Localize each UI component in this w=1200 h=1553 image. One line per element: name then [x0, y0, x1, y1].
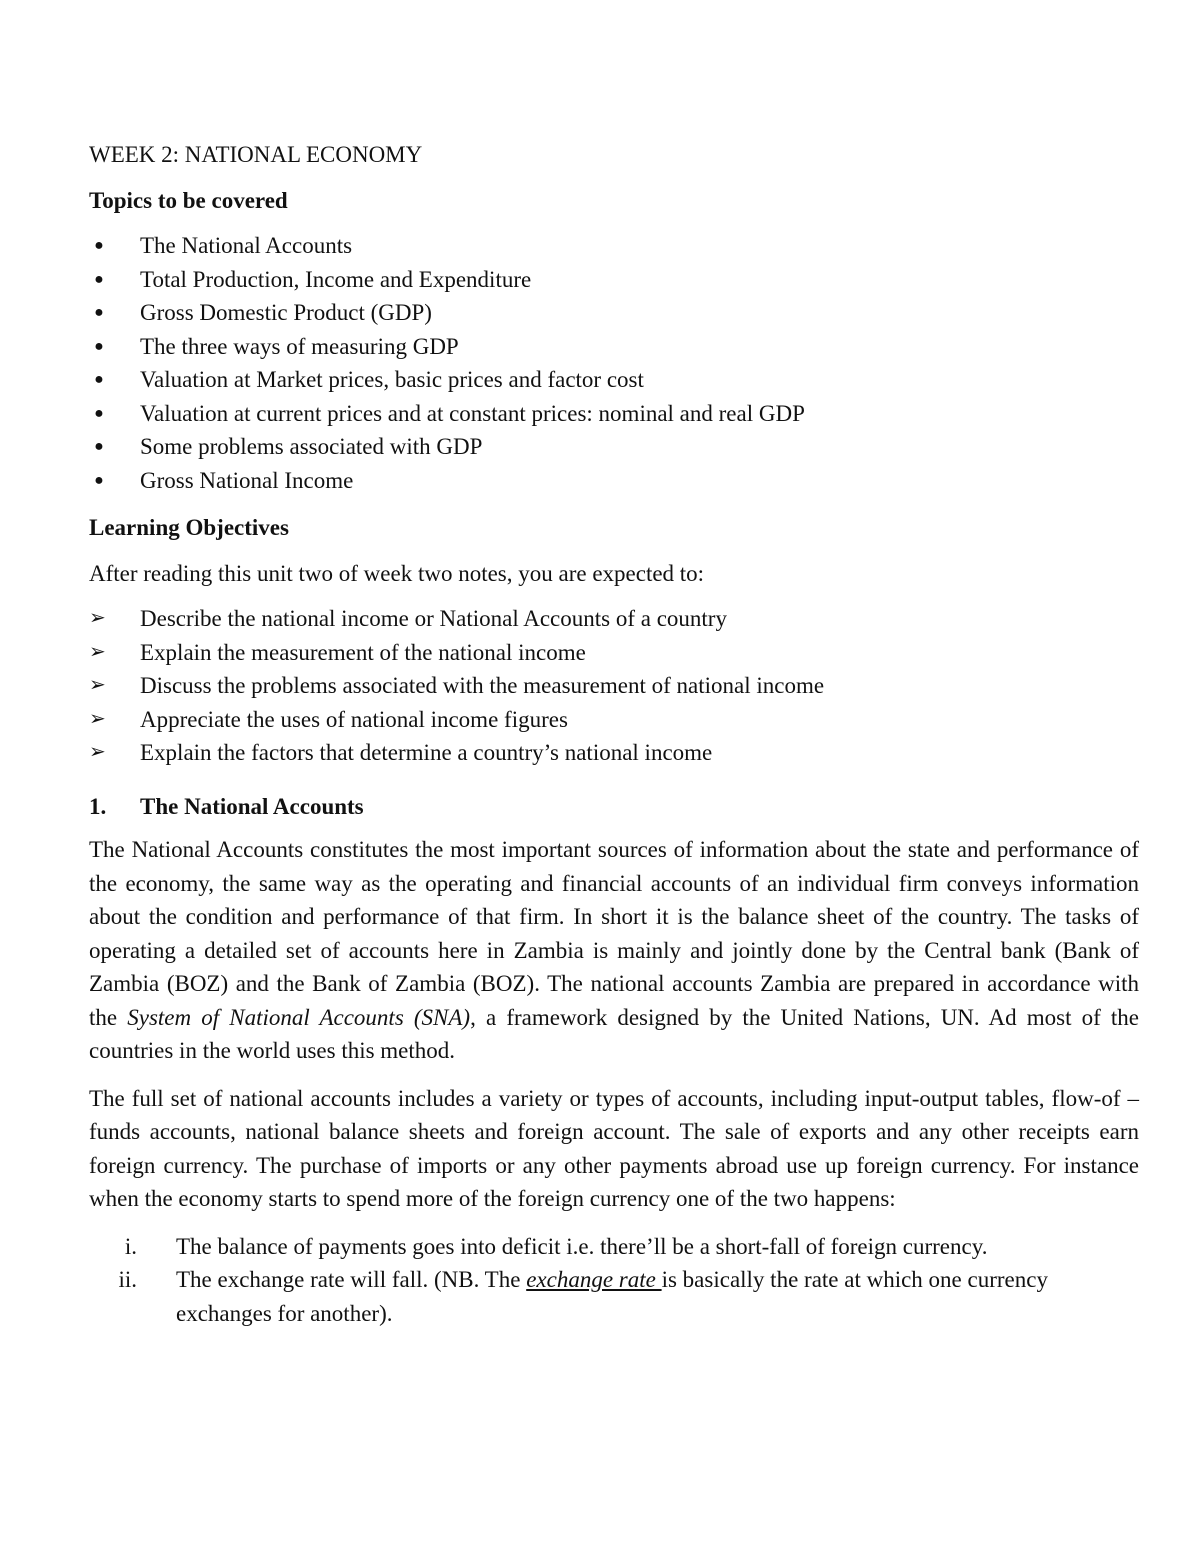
list-marker: ii.: [118, 1267, 137, 1292]
arrow-bullet-icon: ➢: [89, 707, 106, 730]
bullet-dot-icon: ●: [94, 438, 104, 455]
list-item: [89, 736, 1139, 770]
arrow-bullet-icon: ➢: [89, 674, 106, 696]
list-item: [89, 602, 1139, 636]
document-page: [89, 138, 1139, 1330]
arrow-bullet-icon: ➢: [89, 640, 106, 663]
list-text-b: is basically the rate at which one currency exchanges for another).: [176, 1267, 1048, 1326]
list-item: [89, 430, 1139, 464]
objective-text: Describe the national income or National Accounts of a country: [140, 606, 727, 631]
arrow-bullet-icon: ➢: [89, 741, 106, 763]
bullet-dot-icon: ●: [94, 371, 104, 388]
list-item: [89, 1263, 1139, 1330]
list-text-a: The exchange rate will fall. (NB. The: [176, 1267, 527, 1292]
paragraph-1: [89, 833, 1139, 1068]
objectives-intro: After reading this unit two of week two notes, you are expected to:: [89, 560, 705, 586]
list-item: [89, 263, 1139, 297]
topics-list: [89, 229, 1139, 497]
bullet-dot-icon: ●: [94, 304, 104, 321]
topics-heading: Topics to be covered: [89, 187, 288, 213]
list-item: [89, 330, 1139, 364]
list-item: [89, 464, 1139, 498]
topic-text: The National Accounts: [140, 233, 353, 258]
bullet-dot-icon: ●: [94, 471, 104, 489]
objective-text: Explain the measurement of the national income: [140, 639, 586, 665]
objective-text: Explain the factors that determine a country’s national income: [140, 740, 713, 765]
list-item: [89, 229, 1139, 263]
para1-text-a: The National Accounts constitutes the most important sources of information about the state and performance of the economy, the same way as the operating and financial accounts of an individual firm conveys information about the condition and performance of that firm. In short it is the balance sheet of the country. The tasks of operating a detailed set of accounts here in Zambia is mainly and jointly done by the Central bank (Bank of Zambia (BOZ) and the Bank of Zambia (BOZ). The national accounts Zambia are prepared in accordance with the: [89, 837, 1139, 1030]
bullet-dot-icon: ●: [94, 237, 104, 254]
objective-text: Appreciate the uses of national income figures: [140, 706, 568, 732]
roman-list: [89, 1230, 1139, 1331]
para1-text-b: , a framework designed by the United Nations, UN. Ad most of the countries in the world uses this method.: [89, 1004, 1139, 1063]
list-item: [89, 397, 1139, 431]
section-heading: [89, 790, 1139, 824]
bullet-dot-icon: ●: [94, 404, 104, 422]
topic-text: Valuation at Market prices, basic prices and factor cost: [140, 367, 644, 392]
list-marker: i.: [124, 1233, 137, 1259]
topic-text: Total Production, Income and Expenditure: [140, 266, 532, 292]
list-item: [89, 669, 1139, 703]
topic-text: Gross Domestic Product (GDP): [140, 300, 432, 325]
topic-text: Valuation at current prices and at constant prices: nominal and real GDP: [140, 400, 805, 426]
topic-text: The three ways of measuring GDP: [140, 333, 459, 359]
objectives-heading: Learning Objectives: [89, 515, 289, 540]
section-title: The National Accounts: [140, 793, 364, 819]
topic-text: Some problems associated with GDP: [140, 434, 483, 459]
list-item: [89, 636, 1139, 670]
section-number: 1.: [89, 793, 107, 819]
list-item: [89, 703, 1139, 737]
objective-text: Discuss the problems associated with the measurement of national income: [140, 673, 825, 698]
sna-term: System of National Accounts (SNA): [127, 1004, 471, 1030]
list-item: [89, 363, 1139, 397]
arrow-bullet-icon: ➢: [89, 607, 106, 629]
list-item: [89, 296, 1139, 330]
bullet-dot-icon: ●: [94, 270, 104, 288]
paragraph-2: The full set of national accounts includes a variety or types of accounts, including input-output tables, flow-of –funds accounts, national balance sheets and foreign account. The sale of exports and any other receipts earn foreign currency. The purchase of imports or any other payments abroad use up foreign currency. For instance when the economy starts to spend more of the foreign currency one of the two happens:: [89, 1085, 1139, 1211]
list-item: [89, 1230, 1139, 1264]
objectives-list: [89, 602, 1139, 770]
exchange-rate-term: exchange rate: [526, 1267, 662, 1292]
list-text: The balance of payments goes into deficit i.e. there’ll be a short-fall of foreign currency.: [176, 1233, 988, 1259]
topic-text: Gross National Income: [140, 467, 354, 493]
page-title: WEEK 2: NATIONAL ECONOMY: [89, 142, 423, 167]
bullet-dot-icon: ●: [94, 337, 104, 355]
